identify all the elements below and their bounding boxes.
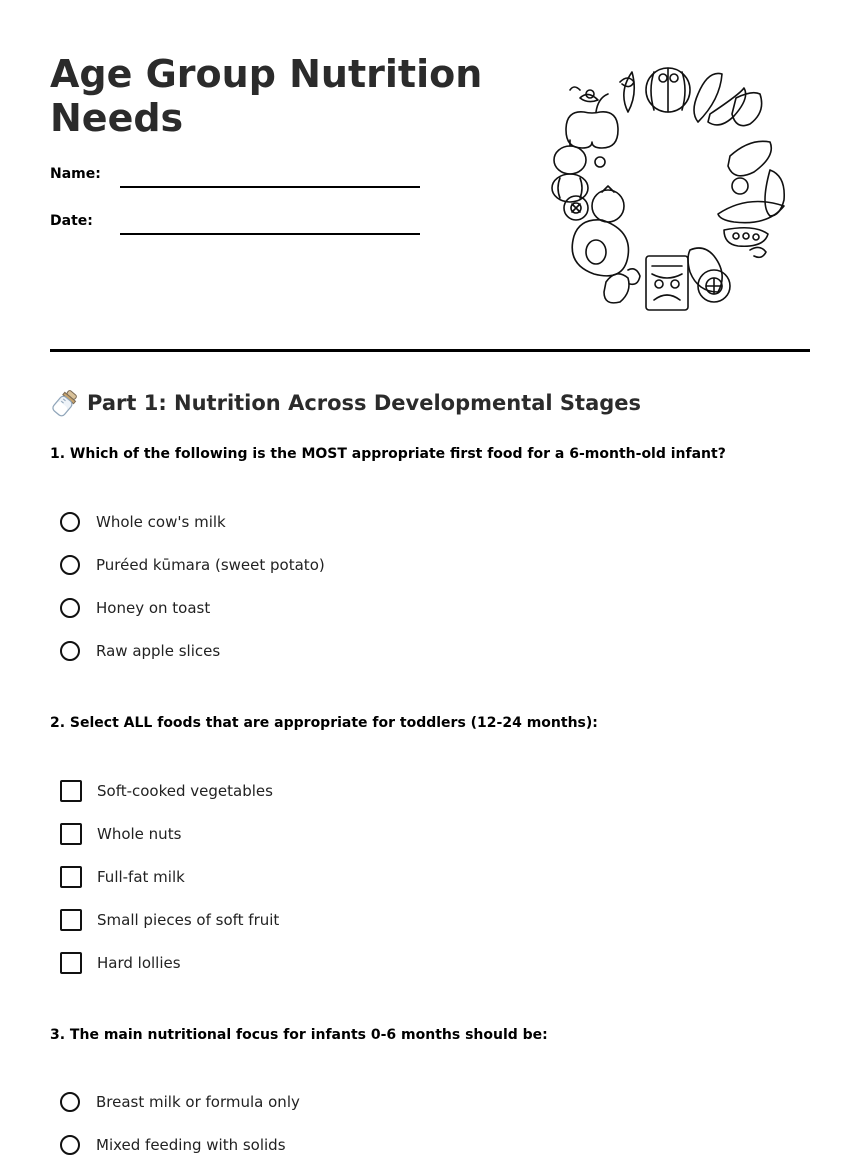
option-label: Mixed feeding with solids: [96, 1136, 286, 1154]
checkbox[interactable]: [60, 952, 82, 974]
berry-icon: [732, 178, 748, 194]
name-label: Name:: [50, 166, 101, 182]
banana-icon: [708, 88, 746, 125]
question-1: 1. Which of the following is the MOST appropriate first food for a 6-month-old infant?: [50, 446, 726, 462]
q1-option-2[interactable]: [60, 555, 325, 575]
zucchini-icon: [728, 141, 771, 176]
q1-option-1[interactable]: [60, 512, 226, 532]
option-label: Breast milk or formula only: [96, 1093, 300, 1111]
radio-button[interactable]: [60, 1135, 80, 1155]
option-label: Soft-cooked vegetables: [97, 782, 273, 800]
radio-button[interactable]: [60, 512, 80, 532]
swirl-icon: [750, 247, 766, 257]
q2-option-5[interactable]: [60, 952, 181, 974]
q2-option-3[interactable]: [60, 866, 185, 888]
option-label: Whole nuts: [97, 825, 182, 843]
apple-icon: [566, 94, 618, 148]
eggplant-icon: [694, 73, 722, 122]
q1-option-4[interactable]: [60, 641, 220, 661]
tomato-icon: [592, 190, 624, 222]
checkbox[interactable]: [60, 866, 82, 888]
squash-icon: [554, 146, 586, 174]
carved-panel-icon: [646, 256, 688, 310]
option-label: Honey on toast: [96, 599, 211, 617]
fruit-icon: [732, 93, 762, 126]
section-title-text: Part 1: Nutrition Across Developmental Stages: [87, 391, 642, 415]
section-title: [50, 388, 641, 418]
radio-button[interactable]: [60, 1092, 80, 1112]
checkbox[interactable]: [60, 780, 82, 802]
fish-icon: [718, 202, 784, 223]
bird-icon: [628, 269, 640, 284]
food-wreath-illustration: [540, 60, 800, 315]
option-label: Puréed kūmara (sweet potato): [96, 556, 325, 574]
option-label: Hard lollies: [97, 954, 181, 972]
q2-option-1[interactable]: [60, 780, 273, 802]
checkbox[interactable]: [60, 823, 82, 845]
radio-button[interactable]: [60, 641, 80, 661]
question-2: 2. Select ALL foods that are appropriate for toddlers (12-24 months):: [50, 715, 598, 731]
q2-option-2[interactable]: [60, 823, 181, 845]
q2-option-4[interactable]: [60, 909, 279, 931]
onion-icon: [604, 274, 629, 303]
page-title: Age Group Nutrition Needs: [50, 52, 483, 140]
question-3: 3. The main nutritional focus for infants 0-6 months should be:: [50, 1027, 548, 1043]
radio-button[interactable]: [60, 598, 80, 618]
date-field[interactable]: [120, 233, 420, 235]
checkbox[interactable]: [60, 909, 82, 931]
pumpkin-icon: [646, 68, 690, 112]
date-label: Date:: [50, 213, 93, 229]
avocado-icon: [572, 220, 628, 276]
option-label: Full-fat milk: [97, 868, 185, 886]
option-label: Small pieces of soft fruit: [97, 911, 280, 929]
q3-option-2[interactable]: [60, 1135, 286, 1155]
q1-option-3[interactable]: [60, 598, 210, 618]
baby-bottle-icon: [50, 388, 80, 418]
option-label: Raw apple slices: [96, 642, 221, 660]
pea-pod-icon: [724, 228, 768, 247]
header-divider: [50, 349, 810, 352]
radio-button[interactable]: [60, 555, 80, 575]
option-label: Whole cow's milk: [96, 513, 226, 531]
name-field[interactable]: [120, 186, 420, 188]
q3-option-1[interactable]: [60, 1092, 300, 1112]
